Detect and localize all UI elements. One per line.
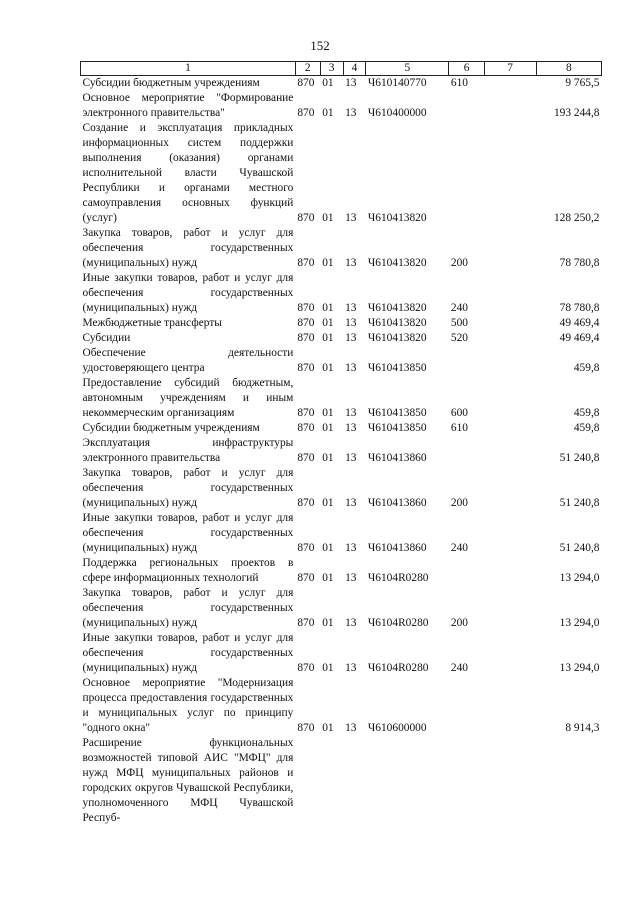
expense-type-code: 600	[450, 407, 468, 419]
row-name: Обеспечение деятельности удостоверяющего центра	[82, 347, 294, 374]
expense-type-code: 520	[450, 332, 468, 344]
target-article-code: Ч610413850	[367, 422, 427, 434]
table-row	[81, 226, 602, 271]
column-7-value	[484, 271, 536, 316]
column-7-value	[484, 226, 536, 271]
expense-type-code	[449, 436, 484, 466]
section-code: 01	[322, 722, 334, 734]
row-name: Предоставление субсидий бюджетным, автономным учреждениям и иным некоммерческим организациям	[82, 377, 294, 419]
row-name: Закупка товаров, работ и услуг для обеспечения государственных (муниципальных) нужд	[82, 227, 294, 269]
row-name: Иные закупки товаров, работ и услуг для обеспечения государственных (муниципальных) нужд	[82, 512, 294, 554]
subsection-code: 13	[345, 332, 357, 344]
table-row	[81, 466, 602, 511]
target-article-code: Ч610413820	[367, 332, 427, 344]
subsection-code: 13	[345, 77, 357, 89]
row-name: Субсидии бюджетным учреждениям	[82, 422, 260, 434]
target-article-code: Ч610413820	[367, 212, 427, 224]
page-number: 152	[310, 38, 330, 53]
target-article-code: Ч610413850	[367, 407, 427, 419]
column-7-value	[484, 421, 536, 436]
column-7-value	[484, 316, 536, 331]
row-name: Создание и эксплуатация прикладных информационных систем поддержки выполнения (оказания) органами исполнительной власти Чувашской Республики и органами местного самоуправления основных функций (услуг)	[82, 122, 294, 224]
target-article-code: Ч610600000	[367, 722, 427, 734]
row-name: Расширение функциональных возможностей типовой АИС "МФЦ" для нужд МФЦ муниципальных районов и городских округов Чувашской Республики, уполномоченного МФЦ Чувашской Респуб-	[82, 737, 294, 824]
target-article-code: Ч6104R0280	[367, 572, 429, 584]
table-row	[81, 421, 602, 436]
admin-code: 870	[297, 617, 315, 629]
target-article-code: Ч610400000	[367, 107, 427, 119]
target-article-code	[366, 736, 449, 826]
target-article-code: Ч610413860	[367, 497, 427, 509]
amount: 193 244,8	[553, 107, 600, 119]
subsection-code: 13	[345, 212, 357, 224]
column-7-value	[484, 331, 536, 346]
column-7-value	[484, 511, 536, 556]
admin-code: 870	[297, 572, 315, 584]
admin-code: 870	[297, 662, 315, 674]
subsection-code: 13	[345, 317, 357, 329]
admin-code: 870	[297, 317, 315, 329]
table-row	[81, 586, 602, 631]
section-code: 01	[322, 662, 334, 674]
admin-code: 870	[297, 542, 315, 554]
column-header: 5	[366, 62, 449, 76]
subsection-code	[343, 736, 366, 826]
target-article-code: Ч610413820	[367, 257, 427, 269]
table-row	[81, 631, 602, 676]
table-header-row	[81, 62, 602, 76]
amount: 8 914,3	[565, 722, 600, 734]
admin-code: 870	[297, 422, 315, 434]
column-header: 1	[81, 62, 296, 76]
table-row	[81, 436, 602, 466]
amount: 459,8	[573, 422, 600, 434]
amount: 78 780,8	[559, 302, 600, 314]
section-code: 01	[322, 407, 334, 419]
table-row	[81, 121, 602, 226]
section-code: 01	[322, 497, 334, 509]
column-header: 6	[449, 62, 484, 76]
table-row	[81, 376, 602, 421]
target-article-code: Ч610413860	[367, 542, 427, 554]
column-7-value	[484, 556, 536, 586]
target-article-code: Ч610413820	[367, 302, 427, 314]
subsection-code: 13	[345, 107, 357, 119]
amount: 459,8	[573, 362, 600, 374]
section-code: 01	[322, 572, 334, 584]
section-code: 01	[322, 542, 334, 554]
section-code: 01	[322, 422, 334, 434]
section-code: 01	[322, 617, 334, 629]
section-code: 01	[322, 362, 334, 374]
admin-code: 870	[297, 257, 315, 269]
table-row	[81, 316, 602, 331]
expense-type-code: 610	[450, 77, 468, 89]
table-row	[81, 91, 602, 121]
section-code: 01	[322, 77, 334, 89]
table-row	[81, 76, 602, 92]
table-row	[81, 271, 602, 316]
column-header: 4	[343, 62, 366, 76]
expense-type-code	[449, 736, 484, 826]
column-7-value	[484, 376, 536, 421]
table-row	[81, 346, 602, 376]
subsection-code: 13	[345, 362, 357, 374]
column-header: 7	[484, 62, 536, 76]
column-header: 3	[320, 62, 343, 76]
subsection-code: 13	[345, 497, 357, 509]
amount: 49 469,4	[559, 332, 600, 344]
subsection-code: 13	[345, 257, 357, 269]
column-7-value	[484, 466, 536, 511]
subsection-code: 13	[345, 722, 357, 734]
amount: 51 240,8	[559, 452, 600, 464]
target-article-code: Ч610413820	[367, 317, 427, 329]
target-article-code: Ч6104R0280	[367, 617, 429, 629]
target-article-code: Ч610413860	[367, 452, 427, 464]
row-name: Закупка товаров, работ и услуг для обеспечения государственных (муниципальных) нужд	[82, 467, 294, 509]
section-code: 01	[322, 302, 334, 314]
row-name: Межбюджетные трансферты	[82, 317, 222, 329]
section-code: 01	[322, 332, 334, 344]
target-article-code: Ч610140770	[367, 77, 427, 89]
budget-table	[80, 61, 602, 826]
row-name: Поддержка региональных проектов в сфере информационных технологий	[82, 557, 294, 584]
column-7-value	[484, 436, 536, 466]
column-7-value	[484, 631, 536, 676]
subsection-code: 13	[345, 302, 357, 314]
amount: 49 469,4	[559, 317, 600, 329]
subsection-code: 13	[345, 407, 357, 419]
table-row	[81, 331, 602, 346]
subsection-code: 13	[345, 662, 357, 674]
table-row	[81, 736, 602, 826]
admin-code: 870	[297, 302, 315, 314]
amount: 459,8	[573, 407, 600, 419]
section-code: 01	[322, 257, 334, 269]
admin-code: 870	[297, 497, 315, 509]
expense-type-code	[449, 91, 484, 121]
expense-type-code	[449, 121, 484, 226]
row-name: Закупка товаров, работ и услуг для обеспечения государственных (муниципальных) нужд	[82, 587, 294, 629]
table-row	[81, 556, 602, 586]
expense-type-code: 240	[450, 542, 468, 554]
column-header: 8	[536, 62, 601, 76]
amount: 51 240,8	[559, 542, 600, 554]
row-name: Иные закупки товаров, работ и услуг для обеспечения государственных (муниципальных) нужд	[82, 632, 294, 674]
admin-code: 870	[297, 77, 315, 89]
column-7-value	[484, 91, 536, 121]
admin-code: 870	[297, 722, 315, 734]
row-name: Основное мероприятие "Формирование электронного правительства"	[82, 92, 294, 119]
amount: 13 294,0	[559, 572, 600, 584]
section-code: 01	[322, 107, 334, 119]
column-header: 2	[295, 62, 320, 76]
subsection-code: 13	[345, 572, 357, 584]
row-name: Эксплуатация инфраструктуры электронного правительства	[82, 437, 294, 464]
amount: 51 240,8	[559, 497, 600, 509]
target-article-code: Ч610413850	[367, 362, 427, 374]
row-name: Субсидии бюджетным учреждениям	[82, 77, 260, 89]
subsection-code: 13	[345, 452, 357, 464]
amount: 9 765,5	[565, 77, 600, 89]
subsection-code: 13	[345, 617, 357, 629]
expense-type-code	[449, 346, 484, 376]
admin-code: 870	[297, 407, 315, 419]
column-7-value	[484, 121, 536, 226]
amount: 78 780,8	[559, 257, 600, 269]
section-code: 01	[322, 212, 334, 224]
admin-code: 870	[297, 452, 315, 464]
column-7-value	[484, 736, 536, 826]
admin-code: 870	[297, 362, 315, 374]
expense-type-code: 500	[450, 317, 468, 329]
column-7-value	[484, 346, 536, 376]
expense-type-code: 200	[450, 497, 468, 509]
row-name: Субсидии	[82, 332, 131, 344]
amount	[536, 736, 601, 826]
row-name: Иные закупки товаров, работ и услуг для обеспечения государственных (муниципальных) нужд	[82, 272, 294, 314]
admin-code: 870	[297, 332, 315, 344]
column-7-value	[484, 76, 536, 92]
row-name: Основное мероприятие "Модернизация процесса предоставления государственных и муниципальных услуг по принципу "одного окна"	[82, 677, 294, 734]
expense-type-code	[449, 676, 484, 736]
admin-code: 870	[297, 107, 315, 119]
table-row	[81, 676, 602, 736]
admin-code	[295, 736, 320, 826]
section-code: 01	[322, 452, 334, 464]
expense-type-code: 240	[450, 302, 468, 314]
expense-type-code	[449, 556, 484, 586]
subsection-code: 13	[345, 542, 357, 554]
amount: 13 294,0	[559, 662, 600, 674]
section-code	[320, 736, 343, 826]
subsection-code: 13	[345, 422, 357, 434]
amount: 128 250,2	[553, 212, 600, 224]
expense-type-code: 240	[450, 662, 468, 674]
expense-type-code: 200	[450, 257, 468, 269]
column-7-value	[484, 676, 536, 736]
target-article-code: Ч6104R0280	[367, 662, 429, 674]
expense-type-code: 610	[450, 422, 468, 434]
column-7-value	[484, 586, 536, 631]
admin-code: 870	[297, 212, 315, 224]
table-row	[81, 511, 602, 556]
section-code: 01	[322, 317, 334, 329]
amount: 13 294,0	[559, 617, 600, 629]
expense-type-code: 200	[450, 617, 468, 629]
